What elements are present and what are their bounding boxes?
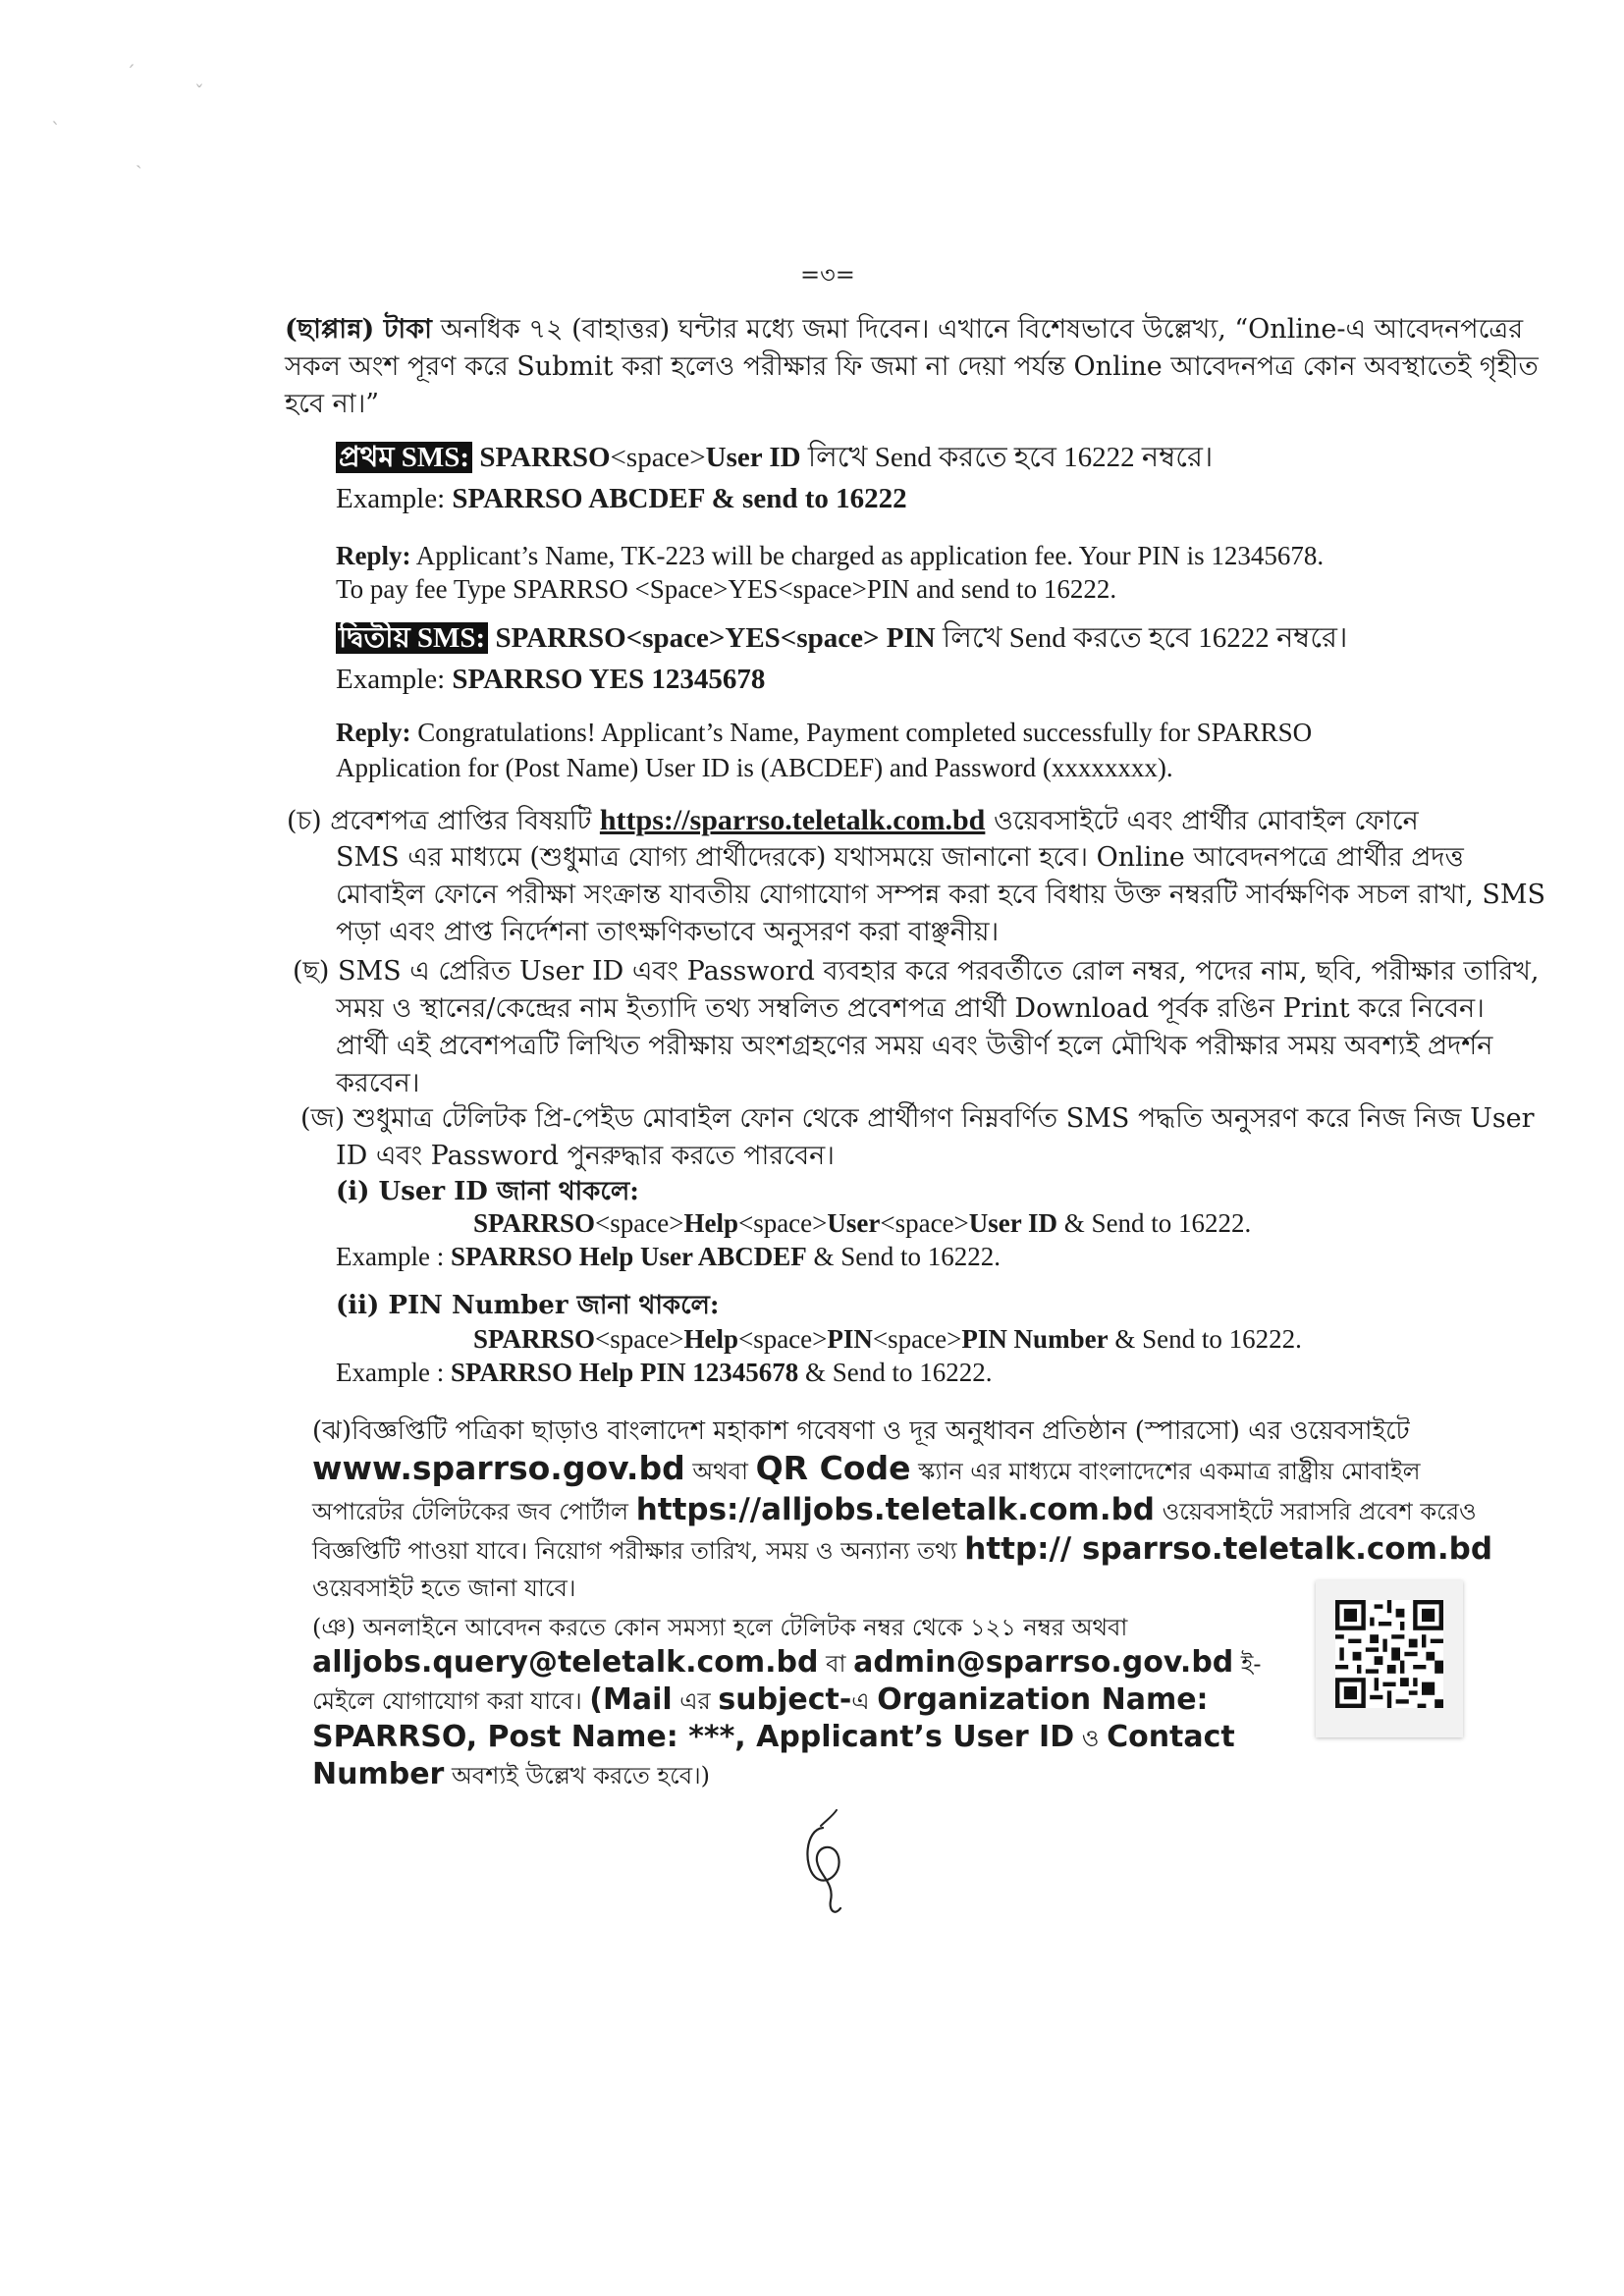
para-ja-line-1: (জ) শুধুমাত্র টেলিটক প্রি-পেইড মোবাইল ফোন থেকে প্রার্থীগণ নিম্নবর্ণিত SMS পদ্ধতি অনুসরণ করে নিজ নিজ User [300, 1103, 1535, 1134]
qr-code-icon [1335, 1600, 1443, 1708]
para-nya-line-4: SPARRSO, Post Name: ***, Applicant’s User ID ও Contact [312, 1720, 1235, 1754]
page-number: =৩= [800, 261, 855, 289]
para-cha-line-2: SMS এর মাধ্যমে (শুধুমাত্র যোগ্য প্রার্থীদেরকে) যথাসময়ে জানানো হবে। Online আবেদনপত্রে প্রার্থীর প্রদত্ত [336, 842, 1464, 873]
alljobs-query-email[interactable]: alljobs.query@teletalk.com.bd [312, 1645, 819, 1680]
sms1-instruction: প্রথম SMS: SPARRSO<space>User ID লিখে Send করতে হবে 16222 নম্বরে। [336, 440, 1213, 475]
para-top-line-2: সকল অংশ পূরণ করে Submit করা হলেও পরীক্ষার ফি জমা না দেয়া পর্যন্ত Online আবেদনপত্র কোন অবস্থাতেই গৃহীত [285, 351, 1539, 382]
para-jha-line-3: অপারেটর টেলিটকের জব পোর্টাল https://alljobs.teletalk.com.bd ওয়েবসাইটে সরাসরি প্রবেশ করেও [312, 1492, 1477, 1527]
teletalk-sparrso-link[interactable]: http:// sparrso.teletalk.com.bd [964, 1531, 1493, 1567]
para-top-line-1: (ছাপ্পান্ন) টাকা অনধিক ৭২ (বাহাত্তর) ঘন্টার মধ্যে জমা দিবেন। এখানে বিশেষভাবে উল্লেখ্য, “Online-এ আবেদনপত্রের [285, 314, 1524, 345]
sparrso-website-link[interactable]: www.sparrso.gov.bd [312, 1449, 685, 1487]
sms1-reply-line-1: Reply: Applicant’s Name, TK-223 will be charged as application fee. Your PIN is 12345678. [336, 541, 1325, 570]
para-nya-line-5: Number অবশ্যই উল্লেখ করতে হবে।) [312, 1757, 711, 1791]
para-top-line-3: হবে না।” [285, 389, 380, 419]
para-cha-line-3: মোবাইল ফোনে পরীক্ষা সংক্রান্ত যাবতীয় যোগাযোগ সম্পন্ন করা হবে বিধায় উক্ত নম্বরটি সার্বক্ষণিক সচল রাখা, SMS [336, 880, 1546, 910]
para-nya-line-3: মেইলে যোগাযোগ করা যাবে। (Mail এর subject-এ Organization Name: [312, 1682, 1209, 1717]
pin-known-heading: (ii) PIN Number জানা থাকলে: [336, 1291, 720, 1320]
para-jha-line-5: ওয়েবসাইট হতে জানা যাবে। [312, 1575, 576, 1602]
admit-card-link[interactable]: https://sparrso.teletalk.com.bd [599, 804, 986, 836]
userid-recovery-example: Example : SPARRSO Help User ABCDEF & Send to 16222. [336, 1242, 1001, 1271]
userid-recovery-command: SPARRSO<space>Help<space>User<space>User ID & Send to 16222. [473, 1208, 1252, 1238]
sms2-reply-line-1: Reply: Congratulations! Applicant’s Name, Payment completed successfully for SPARRSO [336, 718, 1313, 747]
pin-recovery-command: SPARRSO<space>Help<space>PIN<space>PIN Number & Send to 16222. [473, 1324, 1302, 1354]
scan-mark: ˋ [51, 118, 61, 141]
sms1-tag: প্রথম SMS: [336, 442, 472, 473]
scan-mark: ˊ [126, 61, 135, 84]
scan-mark: ˏ [135, 145, 142, 169]
pin-recovery-example: Example : SPARRSO Help PIN 12345678 & Send to 16222. [336, 1358, 993, 1387]
para-chha-line-1: (ছ) SMS এ প্রেরিত User ID এবং Password ব্যবহার করে পরবর্তীতে রোল নম্বর, পদের নাম, ছবি, পরীক্ষার তারিখ, [293, 956, 1540, 987]
para-cha-line-4: পড়া এবং প্রাপ্ত নির্দেশনা তাৎক্ষণিকভাবে অনুসরণ করা বাঞ্ছনীয়। [336, 917, 1000, 947]
para-jha-line-1: (ঝ)বিজ্ঞপ্তিটি পত্রিকা ছাড়াও বাংলাদেশ মহাকাশ গবেষণা ও দূর অনুধাবন প্রতিষ্ঠান (স্পারসো) এর ওয়েবসাইটে [312, 1416, 1410, 1446]
sms2-tag: দ্বিতীয় SMS: [336, 622, 488, 654]
para-chha-line-2: সময় ও স্থানের/কেন্দ্রের নাম ইত্যাদি তথ্য সম্বলিত প্রবেশপত্র প্রার্থী Download পূর্বক রঙিন Print করে নিবেন। [336, 993, 1485, 1024]
userid-known-heading: (i) User ID জানা থাকলে: [336, 1177, 639, 1206]
signature-image [785, 1806, 874, 1924]
sms1-example: Example: SPARRSO ABCDEF & send to 16222 [336, 483, 907, 514]
para-jha-line-4: বিজ্ঞপ্তিটি পাওয়া যাবে। নিয়োগ পরীক্ষার তারিখ, সময় ও অন্যান্য তথ্য http:// sparrso.teletalk.com.bd [312, 1531, 1493, 1567]
sms2-example: Example: SPARRSO YES 12345678 [336, 664, 766, 695]
para-ja-line-2: ID এবং Password পুনরুদ্ধার করতে পারবেন। [336, 1141, 835, 1171]
para-cha-line-1: (চ) প্রবেশপত্র প্রাপ্তির বিষয়টি https://sparrso.teletalk.com.bd ওয়েবসাইটে এবং প্রার্থীর মোবাইল ফোনে [287, 804, 1419, 836]
sms1-reply-line-2: To pay fee Type SPARRSO <Space>YES<space>PIN and send to 16222. [336, 574, 1117, 604]
para-nya-line-2: alljobs.query@teletalk.com.bd বা admin@sparrso.gov.bd ই- [312, 1645, 1262, 1680]
qr-code-card [1316, 1580, 1463, 1737]
para-jha-line-2: www.sparrso.gov.bd অথবা QR Code স্ক্যান এর মাধ্যমে বাংলাদেশের একমাত্র রাষ্ট্রীয় মোবাইল [312, 1449, 1421, 1487]
para-chha-line-4: করবেন। [336, 1068, 420, 1098]
scan-mark: ˇ [194, 80, 204, 104]
para-nya-line-1: (ঞ) অনলাইনে আবেদন করতে কোন সমস্যা হলে টেলিটক নম্বর থেকে ১২১ নম্বর অথবা [312, 1614, 1128, 1641]
para-chha-line-3: প্রার্থী এই প্রবেশপত্রটি লিখিত পরীক্ষায় অংশগ্রহণের সময় এবং উত্তীর্ণ হলে মৌখিক পরীক্ষার সময় অবশ্যই প্রদর্শন [336, 1031, 1493, 1061]
sms2-instruction: দ্বিতীয় SMS: SPARRSO<space>YES<space> PIN লিখে Send করতে হবে 16222 নম্বরে। [336, 620, 1347, 656]
sms2-reply-line-2: Application for (Post Name) User ID is (ABCDEF) and Password (xxxxxxxx). [336, 753, 1173, 782]
sparrso-admin-email[interactable]: admin@sparrso.gov.bd [853, 1645, 1234, 1680]
alljobs-portal-link[interactable]: https://alljobs.teletalk.com.bd [635, 1492, 1155, 1527]
